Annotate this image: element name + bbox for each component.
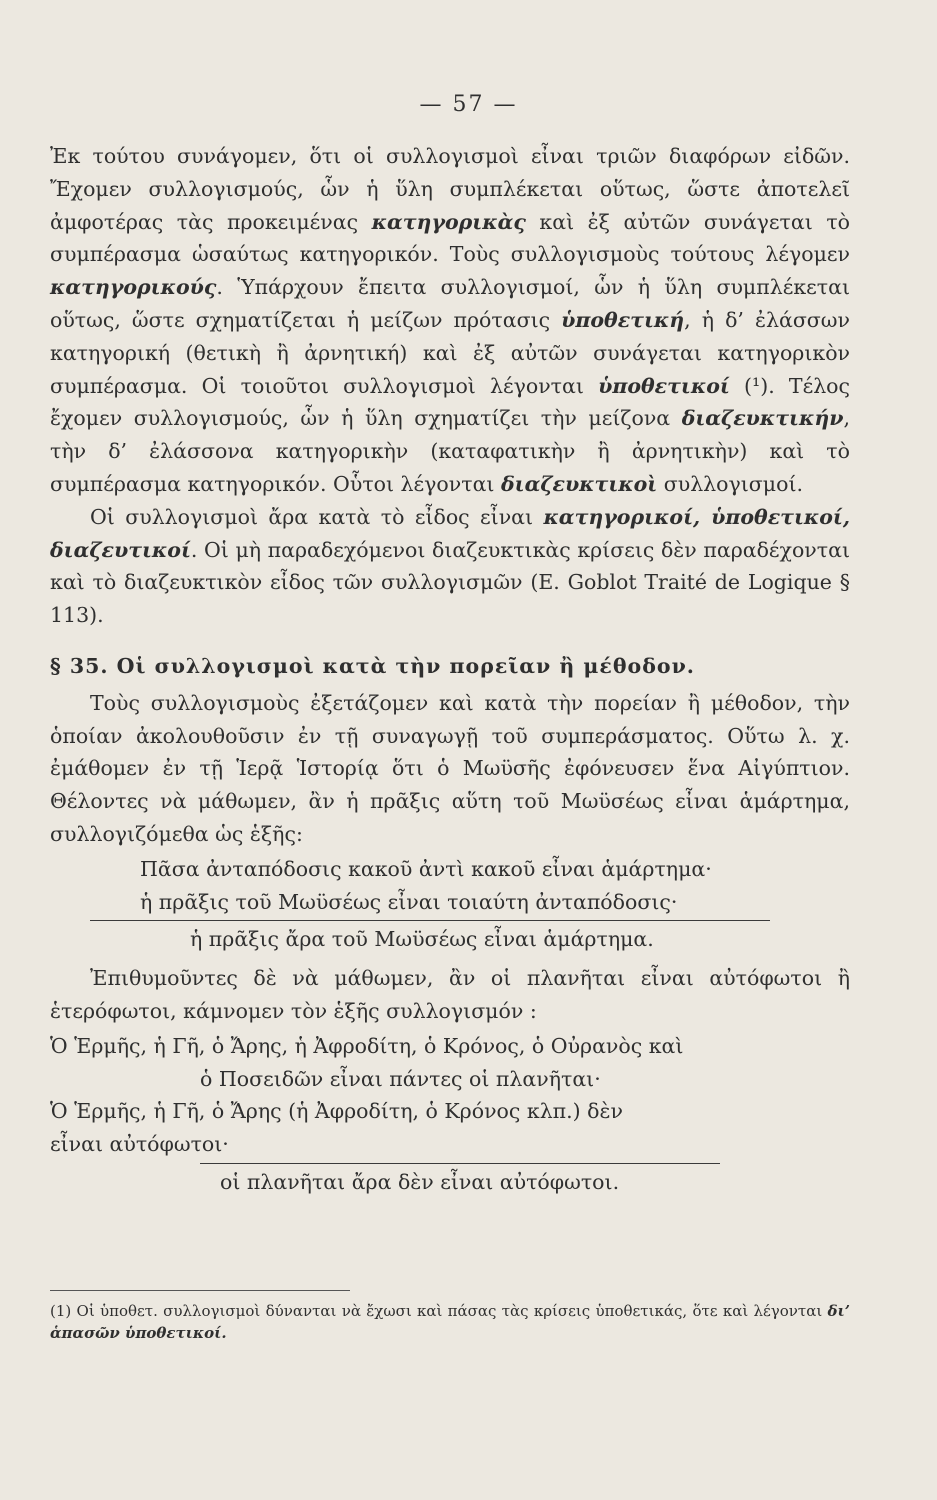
paragraph-planets: Ἐπιθυμοῦντες δὲ νὰ μάθωμεν, ἂν οἱ πλανῆται εἶναι αὐτόφωτοι ἢ ἑτερόφωτοι, κάμνομεν τὸν ἑξῆς συλλογισμόν : <box>50 966 850 1023</box>
term-list-kinds: κατηγορικοί, ὑποθετικοί, διαζευτικοί <box>50 504 850 562</box>
term-categorical-premises: κατηγορικὰς <box>371 209 526 234</box>
syllogism-conclusion: ἡ πρᾶξις ἄρα τοῦ Μωϋσέως εἶναι ἁμάρτημα. <box>190 927 654 952</box>
page-number: — 57 — <box>419 92 518 117</box>
section-heading: § 35. Οἱ συλλογισμοὶ κατὰ τὴν πορεῖαν ἢ μέθοδον. <box>50 653 695 678</box>
footnote-emphasis: δι’ ἁπασῶν ὑποθετικοί. <box>50 1302 850 1342</box>
text-run: , ἡ δ’ ἐλάσσων κατηγορική (θετικὴ ἢ ἀρνητική) καὶ ἐξ αὐτῶν συνάγεται κατηγορικὸν συμπέρασμα. Οἱ τοιοῦτοι συλλογισμοὶ λέγονται <box>50 307 850 398</box>
minor-premise-line-2: εἶναι αὐτόφωτοι· <box>50 1132 229 1157</box>
syllogism-moses <box>50 853 850 956</box>
syllogism-conclusion: οἱ πλανῆται ἄρα δὲν εἶναι αὐτόφωτοι. <box>220 1169 620 1194</box>
major-premise: Πᾶσα ἀνταπόδοσις κακοῦ ἀντὶ κακοῦ εἶναι ἁμάρτημα· <box>140 856 712 881</box>
major-premise-line-1: Ὁ Ἑρμῆς, ἡ Γῆ, ὁ Ἄρης, ἡ Ἀφροδίτη, ὁ Κρόνος, ὁ Οὐρανὸς καὶ <box>50 1033 684 1058</box>
paragraph-summary <box>50 501 850 632</box>
text-run: (¹). Τέλος ἔχομεν συλλογισμούς, ὧν ἡ ὕλη σχηματίζει τὴν μείζονα <box>50 373 851 431</box>
major-premise-line-2: ὁ Ποσειδῶν εἶναι πάντες οἱ πλανῆται· <box>200 1066 601 1091</box>
syllogism-divider <box>90 920 770 921</box>
footnote-divider <box>50 1290 350 1291</box>
term-hypothetical-premise: ὑποθετική <box>561 307 685 332</box>
text-run: , τὴν δ’ ἐλάσσονα κατηγορικὴν (καταφατικὴν ἢ ἀρνητικὴν) καὶ τὸ συμπέρασμα κατηγορικόν. Οὗτοι λέγονται <box>50 406 850 496</box>
minor-premise: ἡ πρᾶξις τοῦ Μωϋσέως εἶναι τοιαύτη ἀνταπόδοσις· <box>140 889 678 914</box>
syllogism-planets <box>50 1030 850 1199</box>
text-run: καὶ ἐξ αὐτῶν συνάγεται τὸ συμπέρασμα ὡσαύτως κατηγορικόν. Τοὺς συλλογισμοὺς τούτους λέγομεν <box>50 209 851 267</box>
text-run: Οἱ συλλογισμοὶ ἄρα κατὰ τὸ εἶδος εἶναι <box>90 504 544 529</box>
syllogism-divider <box>200 1163 720 1164</box>
text-run: . Ὑπάρχουν ἔπειτα συλλογισμοί, ὧν ἡ ὕλη συμπλέκεται οὕτως, ὥστε σχηματίζεται ἡ μείζων πρότασις <box>50 275 850 332</box>
term-hypothetical: ὑποθετικοί <box>598 373 730 398</box>
paragraph-method: Τοὺς συλλογισμοὺς ἐξετάζομεν καὶ κατὰ τὴν πορείαν ἢ μέθοδον, τὴν ὁποίαν ἀκολουθοῦσιν ἐν τῇ συναγωγῇ τοῦ συμπεράσματος. Οὕτω λ. χ. ἐμάθομεν ἐν τῇ Ἱερᾷ Ἱστορίᾳ ὅτι ὁ Μωϋσῆς ἐφόνευσεν ἕνα Αἰγύπτιον. Θέλοντες νὰ μάθωμεν, ἂν ἡ πρᾶξις αὕτη τοῦ Μωϋσέως εἶναι ἁμάρτημα, συλλογιζόμεθα ὡς ἑξῆς: <box>50 690 850 846</box>
text-run: συλλογισμοί. <box>657 471 804 496</box>
text-run: . Οἱ μὴ παραδεχόμενοι διαζευκτικὰς κρίσεις δὲν παραδέχονται καὶ τὸ διαζευκτικὸν εἶδος τῶν συλλογισμῶν (E. Goblot Traité de Logique § 113). <box>50 537 850 628</box>
text-run: Ἐκ τούτου συνάγομεν, ὅτι οἱ συλλογισμοὶ εἶναι τριῶν διαφόρων εἰδῶν. Ἔχομεν συλλογισμούς, ὧν ἡ ὕλη συμπλέκεται οὕτως, ὥστε ἀποτελεῖ ἀμφοτέρας τὰς προκειμένας <box>50 144 850 234</box>
term-disjunctive: διαζευκτικοὶ <box>500 471 658 496</box>
footnote <box>50 1300 850 1344</box>
text-run: (1) Οἱ ὑποθετ. συλλογισμοὶ δύνανται νὰ ἔχωσι καὶ πάσας τὰς κρίσεις ὑποθετικάς, ὅτε καὶ λέγονται <box>50 1302 828 1320</box>
body-text <box>50 140 850 1205</box>
term-disjunctive-premise: διαζευκτικήν <box>681 406 844 431</box>
paragraph-syllogism-kinds <box>50 140 850 501</box>
term-categorical: κατηγορικούς <box>50 275 217 300</box>
minor-premise-line-1: Ὁ Ἑρμῆς, ἡ Γῆ, ὁ Ἄρης (ἡ Ἀφροδίτη, ὁ Κρόνος κλπ.) δὲν <box>50 1099 623 1124</box>
